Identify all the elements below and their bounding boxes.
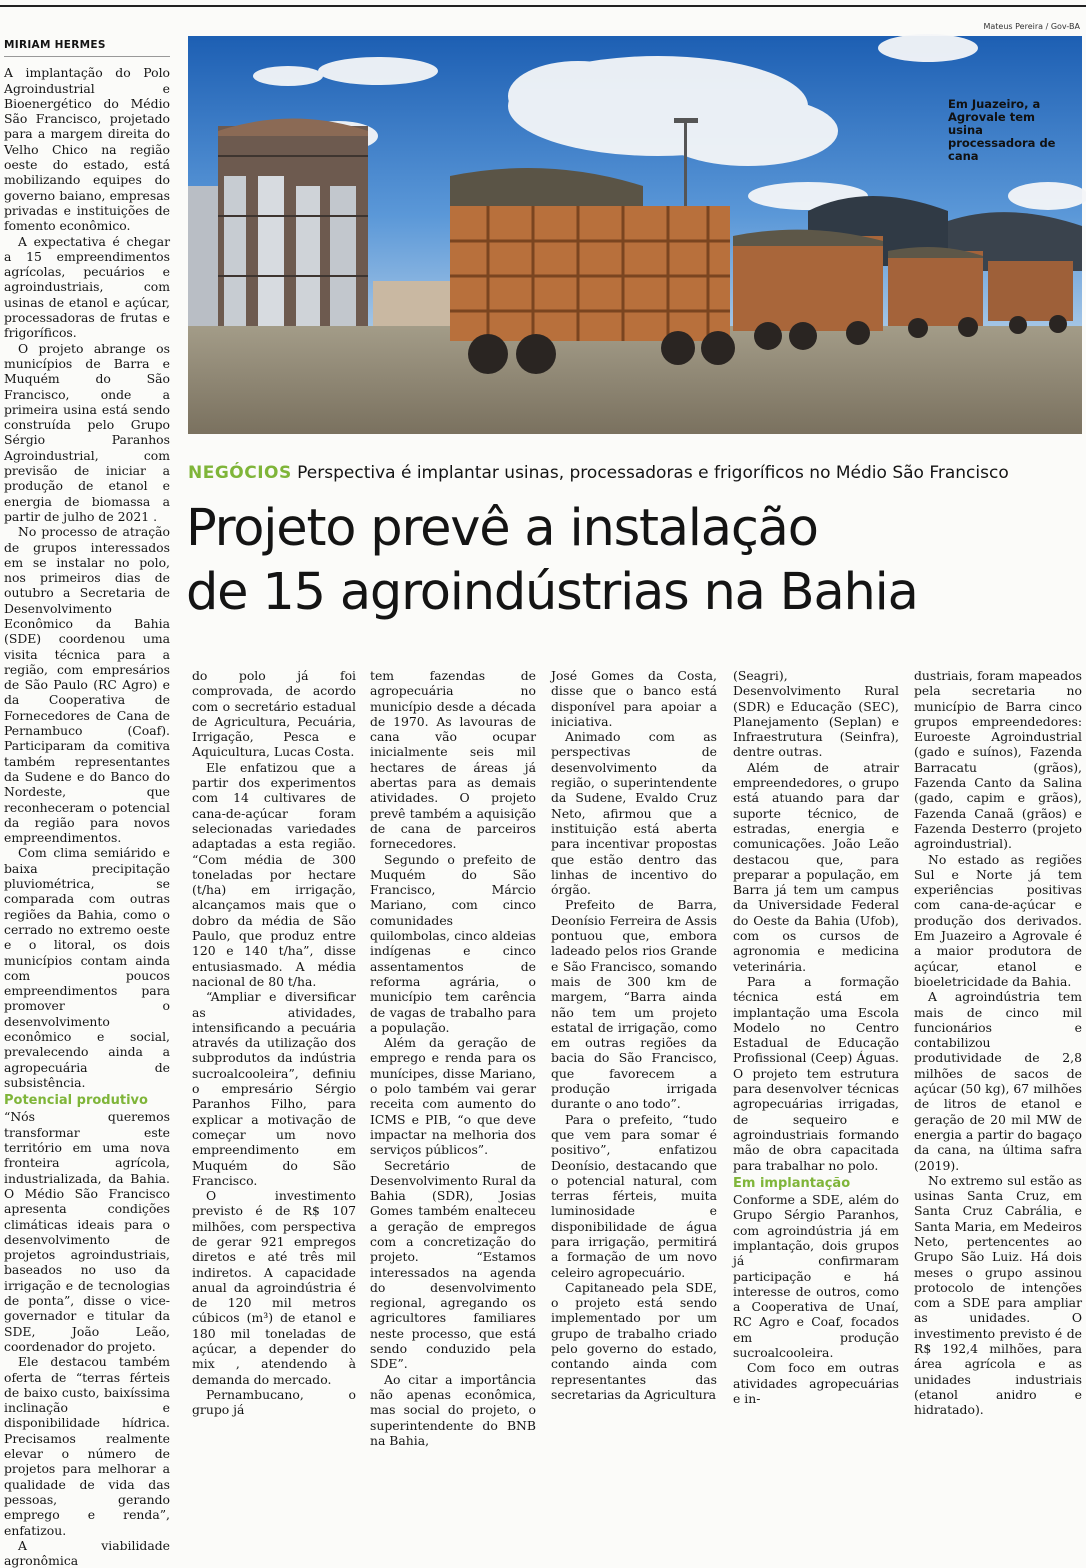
photo-illustration bbox=[188, 36, 1082, 434]
top-rule bbox=[0, 5, 1086, 7]
paragraph: A viabilidade agronômica bbox=[4, 1537, 170, 1568]
paragraph: Ele enfatizou que a partir dos experimentos com 14 cultivares de cana-de-açúcar foram selecionadas variedades adaptadas a esta região. “Com média de 300 toneladas por hectare (t/ha) em irrigação, alcançamos mais que o dobro da média de São Paulo, que produz entre 120 e 140 t/ha”, disse entusiasmado. A média nacional de 80 t/ha. bbox=[192, 759, 356, 989]
photo-agrovale bbox=[188, 36, 1082, 434]
column-3 bbox=[370, 668, 536, 1448]
column-1 bbox=[4, 38, 170, 1568]
paragraph: Além de atrair empreendedores, o grupo está atuando para dar suporte técnico, de estradas, energia e comunicações. João Leão destacou que, para preparar a população, em Barra já tem um campus da Universidade Federal do Oeste da Bahia (Ufob), com os cursos de agronomia e medicina veterinária. bbox=[733, 759, 899, 974]
paragraph: No extremo sul estão as usinas Santa Cruz, em Santa Cruz Cabrália, e Santa Maria, em Medeiros Neto, pertencentes ao Grupo São Luiz. Há dois meses o grupo assinou protocolo de intenções com a SDE para ampliar as unidades. O investimento previsto é de R$ 192,4 milhões, para área agrícola e as unidades industriais (etanol anidro e hidratado). bbox=[914, 1172, 1082, 1418]
paragraph: do polo já foi comprovada, de acordo com o secretário estadual de Agricultura, Pecuária, Irrigação, Pesca e Aquicultura, Lucas Costa. bbox=[192, 668, 356, 760]
subhead-em-implantacao: Em implantação bbox=[733, 1175, 851, 1191]
paragraph: Capitaneado pela SDE, o projeto está sendo implementado por um grupo de trabalho criado pelo governo do estado, contando ainda com representantes das secretarias da Agricultura bbox=[551, 1279, 717, 1402]
headline-line-1: Projeto prevê a instalação bbox=[186, 499, 818, 558]
paragraph: dustriais, foram mapeados pela secretaria no município de Barra cinco grupos empreendedores: Euroeste Agroindustrial (gado e suínos), Fazenda Barracatu (grãos), Fazenda Canto da Salina (gado, capim e grãos), Fazenda Canaã (grãos) e Fazenda Desterro (projeto agroindustrial). bbox=[914, 668, 1082, 852]
column-5 bbox=[733, 668, 899, 1406]
subhead-potencial-produtivo: Potencial produtivo bbox=[4, 1093, 148, 1109]
paragraph: Para o prefeito, “tudo que vem para somar é positivo”, enfatizou Deonísio, destacando que o potencial natural, com terras férteis, muita luminosidade e disponibilidade de água para irrigação, permitirá a formação de um novo celeiro agropecuário. bbox=[551, 1111, 717, 1280]
paragraph: Segundo o prefeito de Muquém do São Francisco, Márcio Mariano, com cinco comunidades quilombolas, cinco aldeias indígenas e cinco assentamentos de reforma agrária, o município tem carência de vagas de trabalho para a população. bbox=[370, 851, 536, 1035]
paragraph: Com foco em outras atividades agropecuárias e in- bbox=[733, 1360, 899, 1406]
paragraph: Para a formação técnica está em implantação uma Escola Modelo no Centro Estadual de Educação Profissional (Ceep) Águas. O projeto tem estrutura para desenvolver técnicas agropecuárias irrigadas, de sequeiro e agroindustriais formando mão de obra capacitada para trabalhar no polo. bbox=[733, 973, 899, 1173]
paragraph: A implantação do Polo Agroindustrial e Bioenergético do Médio São Francisco, projetado para a margem direita do Velho Chico na região oeste do estado, está mobilizando equipes do governo baiano, empresas privadas e instituições de fomento econômico. bbox=[4, 65, 170, 234]
paragraph: Além da geração de emprego e renda para os munícipes, disse Mariano, o polo também vai gerar receita com aumento do ICMS e PIB, “o que deve impactar na melhoria dos serviços públicos”. bbox=[370, 1035, 536, 1158]
paragraph: A expectativa é chegar a 15 empreendimentos agrícolas, pecuários e agroindustriais, com usinas de etanol e açúcar, processadoras de frutas e frigoríficos. bbox=[4, 233, 170, 341]
paragraph: Ele destacou também oferta de “terras férteis de baixo custo, baixíssima inclinação e disponibilidade hídrica. Precisamos realmente elevar o número de projetos para melhorar a qualidade de vida das pessoas, gerando emprego e renda”, enfatizou. bbox=[4, 1354, 170, 1538]
headline bbox=[186, 497, 1081, 625]
kicker-text: Perspectiva é implantar usinas, processadoras e frigoríficos no Médio São Francisco bbox=[297, 463, 1009, 483]
photo-caption: Em Juazeiro, a Agrovale tem usina processadora de cana bbox=[948, 97, 1056, 163]
paragraph: Conforme a SDE, além do Grupo Sérgio Paranhos, com agroindústria já em implantação, dois grupos já confirmaram participação e há interesse de outros, como a Cooperativa de Unaí, RC Agro e Coaf, focados em produção sucroalcooleira. bbox=[733, 1192, 899, 1361]
paragraph: Pernambucano, o grupo já bbox=[192, 1386, 356, 1418]
column-2 bbox=[192, 668, 356, 1418]
paragraph: O projeto abrange os municípios de Barra e Muquém do São Francisco, onde a primeira usina está sendo construída pelo Grupo Sérgio Paranhos Agroindustrial, com previsão de iniciar a produção de etanol e energia de biomassa a partir de julho de 2021 . bbox=[4, 340, 170, 524]
paragraph: No estado as regiões Sul e Norte já tem experiências positivas com cana-de-açúcar e produção dos derivados. Em Juazeiro a Agrovale é a maior produtora de açúcar, etanol e bioeletricidade da Bahia. bbox=[914, 851, 1082, 989]
paragraph: (Seagri), Desenvolvimento Rural (SDR) e Educação (SEC), Planejamento (Seplan) e Infraestrutura (Seinfra), dentre outras. bbox=[733, 668, 899, 760]
paragraph: tem fazendas de agropecuária no município desde a década de 1970. As lavouras de cana vão ocupar inicialmente seis mil hectares de áreas já abertas para as demais atividades. O projeto prevê também a aquisição de cana de parceiros fornecedores. bbox=[370, 668, 536, 852]
column-6 bbox=[914, 668, 1082, 1418]
paragraph: Ao citar a importância não apenas econômica, mas social do projeto, o superintendente do BNB na Bahia, bbox=[370, 1371, 536, 1448]
kicker bbox=[188, 463, 1009, 483]
paragraph: Com clima semiárido e baixa precipitação pluviométrica, se comparada com outras regiões da Bahia, como o cerrado no extremo oeste e o litoral, os dois municípios contam ainda com poucos empreendimentos para promover o desenvolvimento econômico e social, prevalecendo ainda a agropecuária de subsistência. bbox=[4, 845, 170, 1090]
paragraph: No processo de atração de grupos interessados em se instalar no polo, nos primeiros dias de outubro a Secretaria de Desenvolvimento Econômico da Bahia (SDE) coordenou uma visita técnica para a região, com empresários de São Paulo (RC Agro) e da Cooperativa de Fornecedores de Cana de Pernambuco (Coaf). Participaram da comitiva também representantes da Sudene e do Banco do Nordeste, que reconheceram o potencial da região para novos empreendimentos. bbox=[4, 524, 170, 846]
paragraph: Secretário de Desenvolvimento Rural da Bahia (SDR), Josias Gomes também enalteceu a geração de empregos com a concretização do projeto. “Estamos interessados na agenda do desenvolvimento regional, agregando os agricultores familiares neste processo, que está sendo conduzido pela SDE”. bbox=[370, 1157, 536, 1372]
paragraph: “Ampliar e diversificar as atividades, intensificando a pecuária através da utilização dos subprodutos da indústria sucroalcooleira”, definiu o empresário Sérgio Paranhos Filho, para explicar a motivação de começar um novo empreendimento em Muquém do São Francisco. bbox=[192, 989, 356, 1188]
photo-credit: Mateus Pereira / Gov-BA bbox=[983, 22, 1080, 31]
paragraph: Animado com as perspectivas de desenvolvimento da região, o superintendente da Sudene, Evaldo Cruz Neto, afirmou que a instituição está aberta para incentivar propostas que estão dentro das linhas de incentivo do órgão. bbox=[551, 729, 717, 898]
paragraph: A agroindústria tem mais de cinco mil funcionários e contabilizou produtividade de 2,8 milhões de sacos de açúcar (50 kg), 67 milhões de litros de etanol e geração de 20 mil MW de energia a partir do bagaço da cana, na última safra (2019). bbox=[914, 989, 1082, 1173]
paragraph: José Gomes da Costa, disse que o banco está disponível para apoiar a iniciativa. bbox=[551, 668, 717, 729]
byline: MIRIAM HERMES bbox=[4, 38, 170, 57]
paragraph: “Nós queremos transformar este território em uma nova fronteira agrícola, industrializada, da Bahia. O Médio São Francisco apresenta condições climáticas ideais para o desenvolvimento de projetos agroindustriais, baseados no uso da irrigação e de tecnologias de ponta”, disse o vice-governador e titular da SDE, João Leão, coordenador do projeto. bbox=[4, 1109, 170, 1354]
headline-line-2: de 15 agroindústrias na Bahia bbox=[186, 563, 918, 622]
paragraph: Prefeito de Barra, Deonísio Ferreira de Assis pontuou que, embora ladeado pelos rios Grande e São Francisco, somando mais de 300 km de margem, “Barra ainda não tem um projeto estatal de irrigação, como em outras regiões da bacia do São Francisco, que favorecem a produção irrigada durante o ano todo”. bbox=[551, 897, 717, 1112]
paragraph: O investimento previsto é de R$ 107 milhões, com perspectiva de gerar 921 empregos diretos e até três mil indiretos. A capacidade anual da agroindústria é de 120 mil metros cúbicos (m³) de etanol e 180 mil toneladas de açúcar, a depender do mix , atendendo à demanda do mercado. bbox=[192, 1188, 356, 1387]
column-4 bbox=[551, 668, 717, 1402]
kicker-tag: NEGÓCIOS bbox=[188, 463, 292, 483]
